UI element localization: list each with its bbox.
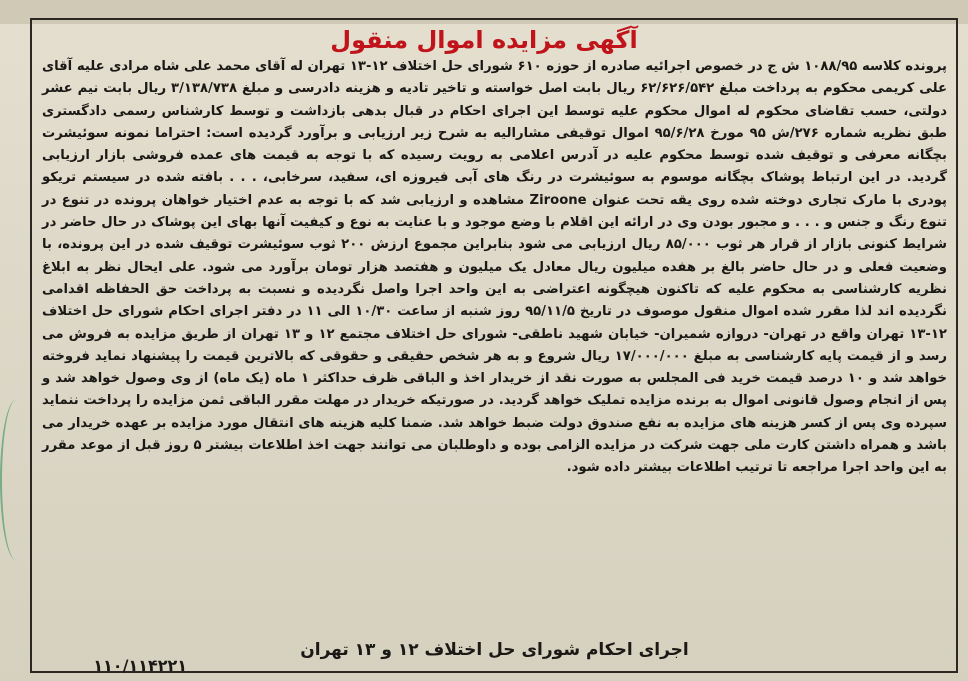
margin-pen-mark: [0, 400, 32, 560]
notice-code: ۱۱۰/۱۱۴۲۲۱: [93, 656, 187, 675]
notice-title: آگهی مزایده اموال منقول: [330, 26, 638, 54]
notice-issuer: اجرای احکام شورای حل اختلاف ۱۲ و ۱۳ تهران: [300, 640, 689, 660]
notice-body: پرونده کلاسه ۱۰۸۸/۹۵ ش ج در خصوص اجرائیه صادره از حوزه ۶۱۰ شورای حل اختلاف ۱۲-۱۳ تهران له آقای محمد علی شاه مرادی علیه آقای علی کریمی محکوم به پرداخت مبلغ ۶۲/۶۲۶/۵۴۲ ریال بابت اصل خواسته و تاخیر تادیه و هزینه دادرسی و مبلغ ۳/۱۳۸/۷۳۸ ریال بابت نیم عشر دولتی، حسب تقاضای محکوم له اموال محکوم علیه توسط این اجرای احکام در قبال بدهی بازداشت و توسط کارشناس رسمی دادگستری طبق نظریه شماره ۲۷۶/ش ۹۵ مورخ ۹۵/۶/۲۸ اموال توقیفی مشارالیه به شرح زیر ارزیابی و برآورد گردیده است: احتراما نمونه سوئیشرت بچگانه معرفی و توقیف شده توسط محکوم علیه در آدرس اعلامی به رویت رسیده که با توجه به قیمت های عمده فروشی بازار ارزیابی گردید. در این ارتباط پوشاک بچگانه موسوم به سوئیشرت در رنگ های آبی فیروزه ای، سفید، سرخابی، . . . بافته شده در سیستم تریکو پودری با مارک تجاری دوخته شده روی یقه تحت عنوان Ziroone مشاهده و ارزیابی شد که با توجه به عدم اختیار خواهان پرونده در تنوع در تنوع رنگ و جنس و . . . و مجبور بودن وی در ارائه این اقلام با وضع موجود و با عنایت به نوع و کیفیت آنها بهای این پوشاک در حال حاضر در شرایط کنونی بازار از قرار هر ثوب ۸۵/۰۰۰ ریال ارزیابی می شود بنابراین مجموع ارزش ۲۰۰ ثوب سوئیشرت توقیف شده در این پرونده، با وضعیت فعلی و در حال حاضر بالغ بر هفده میلیون ریال معادل یک میلیون و هفتصد هزار تومان برآورد می شود. علی ایحال نظر به ابلاغ نظریه کارشناسی به محکوم علیه که تاکنون هیچگونه اعتراضی به این واحد اجرا واصل نگردیده و نسبت به پرداخت حق الحفاظه اقدامی نگردیده اند لذا مقرر شده اموال منقول موصوف در تاریخ ۹۵/۱۱/۵ روز شنبه از ساعت ۱۰/۳۰ الی ۱۱ در دفتر اجرای احکام شورای حل اختلاف ۱۲-۱۳ تهران واقع در تهران- دروازه شمیران- خیابان شهید ناطقی- شورای حل اختلاف مجتمع ۱۲ و ۱۳ تهران از طریق مزایده به فروش می رسد و از قیمت پایه کارشناسی به مبلغ ۱۷/۰۰۰/۰۰۰ ریال شروع و به هر شخص حقیقی و حقوقی که بالاترین قیمت را پیشنهاد نماید فروخته خواهد شد و ۱۰ درصد قیمت خرید فی المجلس به صورت نقد از خریدار اخذ و الباقی ظرف حداکثر ۱ ماه (یک ماه) از وی وصول خواهد شد و پس از انجام وصول قانونی اموال به برنده مزایده تملیک خواهد گردید. در صورتیکه خریدار در مهلت مقرر الباقی ثمن مزایده را پرداخت ننماید سپرده وی پس از کسر هزینه های مزایده به نفع صندوق دولت ضبط خواهد شد. ضمنا کلیه هزینه های انتقال مورد مزایده بر عهده خریدار می باشد و همراه داشتن کارت ملی جهت شرکت در مزایده الزامی بوده و داوطلبان می توانند جهت اخذ اطلاعات بیشتر ۵ روز قبل از موعد مقرر به این واحد اجرا مراجعه تا ترتیب اطلاعات بیشتر داده شود.: [42, 59, 947, 476]
